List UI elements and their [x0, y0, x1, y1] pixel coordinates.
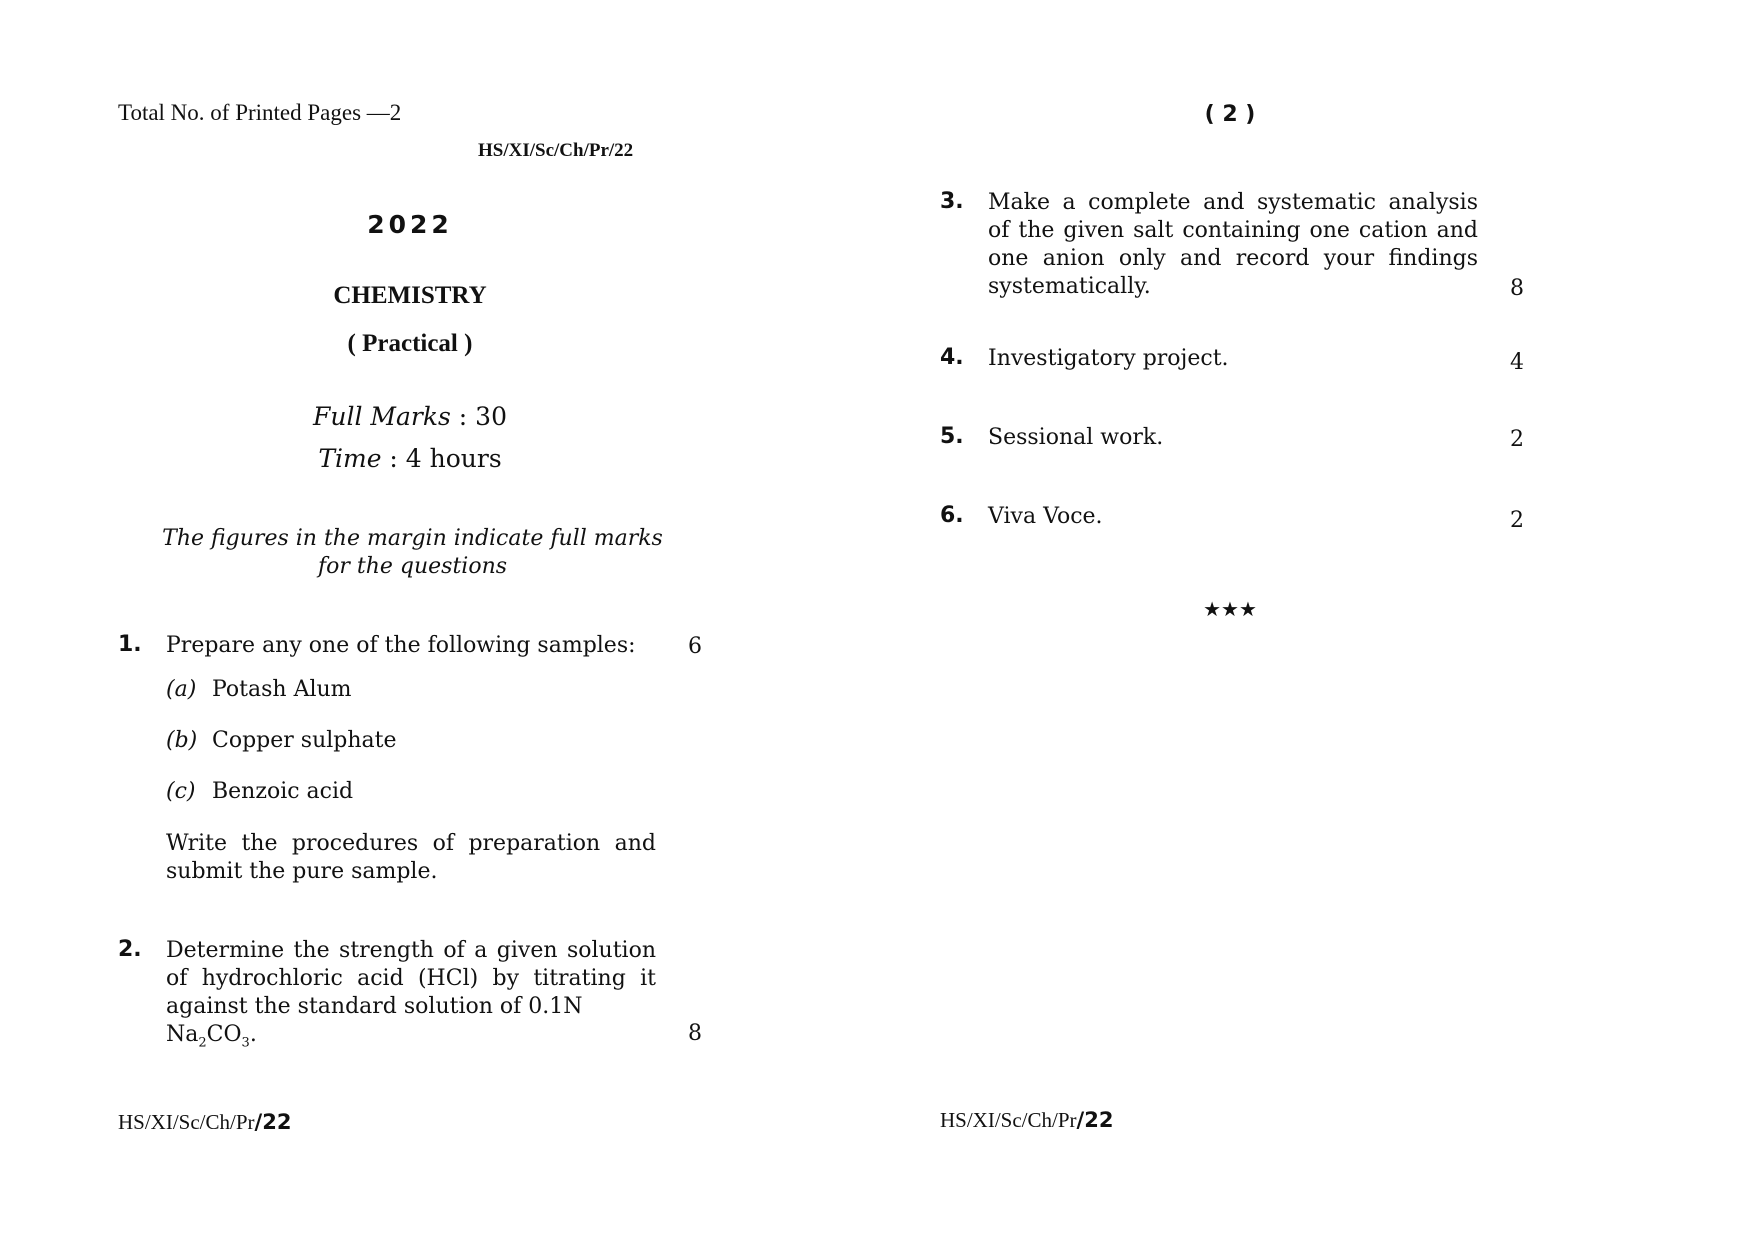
time-label: Time	[318, 444, 382, 473]
question-text: Prepare any one of the following samples:	[166, 633, 636, 658]
question-text: Sessional work.	[988, 425, 1164, 450]
question-number: 5.	[940, 424, 964, 449]
question-number: 1.	[118, 632, 142, 657]
full-marks	[260, 402, 560, 431]
option-label: (b)	[166, 728, 198, 753]
end-stars: ★★★	[1203, 597, 1257, 621]
option-label: (a)	[166, 677, 197, 702]
footer-code-suffix: /22	[1076, 1108, 1114, 1132]
subject-title: CHEMISTRY	[333, 282, 487, 309]
question-marks: 6	[688, 634, 702, 659]
footer-code	[940, 1108, 1113, 1133]
question-text: Investigatory project.	[988, 346, 1229, 371]
question-marks: 8	[688, 1021, 702, 1046]
question-body: Determine the strength of a given solution of hydrochloric acid (HCl) by titrating it against the standard solution of 0.1N	[166, 938, 656, 1019]
question-marks: 2	[1510, 427, 1524, 452]
footer-code-suffix: /22	[254, 1110, 292, 1134]
question-marks: 4	[1510, 350, 1524, 375]
footer-code-prefix: HS/XI/Sc/Ch/Pr	[118, 1110, 255, 1134]
formula-part: CO	[206, 1022, 242, 1047]
instruction: The figures in the margin indicate full marks for the questions	[162, 526, 663, 579]
full-marks-label: Full Marks	[313, 402, 451, 431]
option-text: Benzoic acid	[212, 779, 354, 804]
question-marks: 2	[1510, 508, 1524, 533]
time-value: : 4 hours	[381, 444, 502, 473]
option-label: (c)	[166, 779, 196, 804]
page-number: ( 2 )	[1204, 102, 1256, 127]
question-text: Viva Voce.	[988, 504, 1103, 529]
chemical-formula	[166, 1022, 257, 1051]
option-item	[166, 779, 353, 804]
question-text: Make a complete and systematic analysis of the given salt containing one cation and one anion only and record your findings systematically.	[988, 190, 1478, 299]
footer-code-prefix: HS/XI/Sc/Ch/Pr	[940, 1108, 1077, 1132]
exam-year: 2022	[367, 210, 453, 239]
formula-part: Na	[166, 1022, 199, 1047]
option-text: Copper sulphate	[212, 728, 397, 753]
formula-part: .	[249, 1022, 257, 1047]
formula-subscript: 3	[241, 1035, 250, 1051]
footer-code	[118, 1110, 291, 1135]
paper-code: HS/XI/Sc/Ch/Pr/22	[478, 140, 634, 161]
question-number: 6.	[940, 503, 964, 528]
paper-type: ( Practical )	[347, 330, 473, 357]
option-item	[166, 677, 352, 702]
question-number: 2.	[118, 937, 142, 962]
question-marks: 8	[1510, 276, 1524, 301]
full-marks-value: : 30	[450, 402, 507, 431]
formula-subscript: 2	[198, 1035, 207, 1051]
time-allowed	[260, 444, 560, 473]
question-number: 3.	[940, 189, 964, 214]
question-note: Write the procedures of preparation and submit the pure sample.	[166, 831, 656, 884]
question-text	[166, 937, 656, 1057]
question-number: 4.	[940, 345, 964, 370]
option-item	[166, 728, 397, 753]
option-text: Potash Alum	[212, 677, 352, 702]
printed-pages-note: Total No. of Printed Pages —2	[118, 100, 402, 125]
